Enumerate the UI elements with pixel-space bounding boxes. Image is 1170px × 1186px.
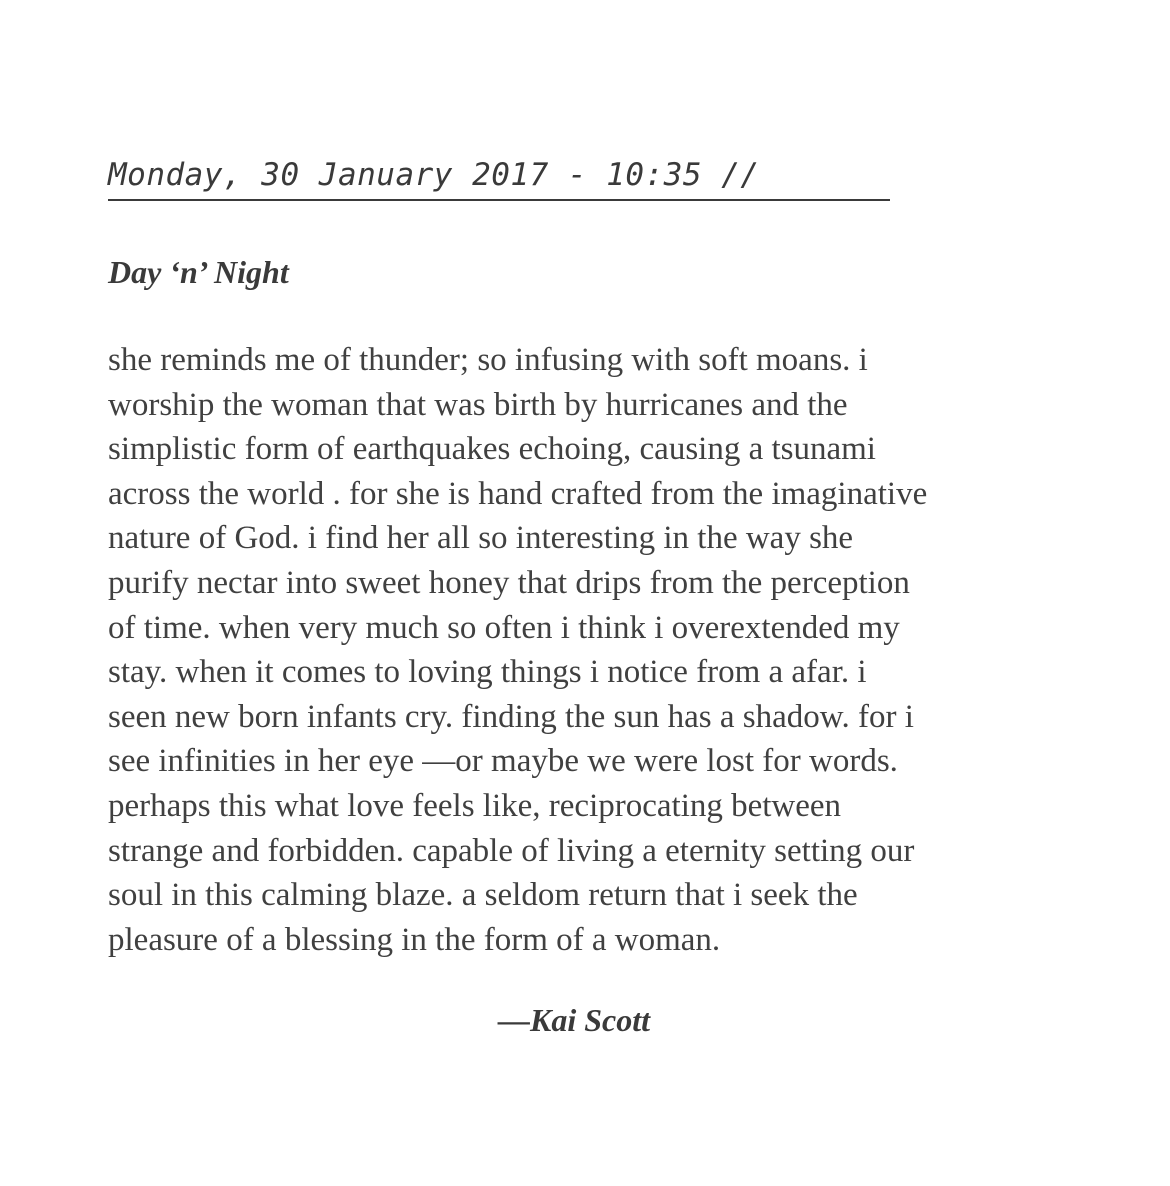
poem-line: of time. when very much so often i think i overextended my — [108, 609, 900, 646]
poem-body — [108, 338, 1108, 962]
poem-line: across the world . for she is hand crafted from the imaginative — [108, 475, 928, 512]
poem-line: simplistic form of earthquakes echoing, causing a tsunami — [108, 431, 876, 468]
poem-line: she reminds me of thunder; so infusing with soft moans. i — [108, 342, 868, 378]
poem-line: see infinities in her eye —or maybe we were lost for words. — [108, 743, 898, 780]
poem-line: nature of God. i find her all so interesting in the way she — [108, 520, 854, 557]
poem-line: worship the woman that was birth by hurricanes and the — [108, 386, 848, 423]
poem-line: soul in this calming blaze. a seldom return that i seek the — [108, 877, 858, 914]
poem-line: purify nectar into sweet honey that drips from the perception — [108, 564, 910, 601]
poem-line: pleasure of a blessing in the form of a woman. — [108, 921, 721, 958]
poem-line: strange and forbidden. capable of living a eternity setting our — [108, 832, 915, 869]
poem-line: seen new born infants cry. finding the sun has a shadow. for i — [108, 698, 914, 735]
poem-title: Day ‘n’ Night — [108, 254, 289, 290]
poem-line: stay. when it comes to loving things i notice from a afar. i — [108, 654, 867, 691]
poem-line: perhaps this what love feels like, reciprocating between — [108, 787, 842, 824]
dateline-heading: Monday, 30 January 2017 - 10:35 // — [108, 155, 890, 201]
author-signature: —Kai Scott — [498, 1002, 651, 1038]
